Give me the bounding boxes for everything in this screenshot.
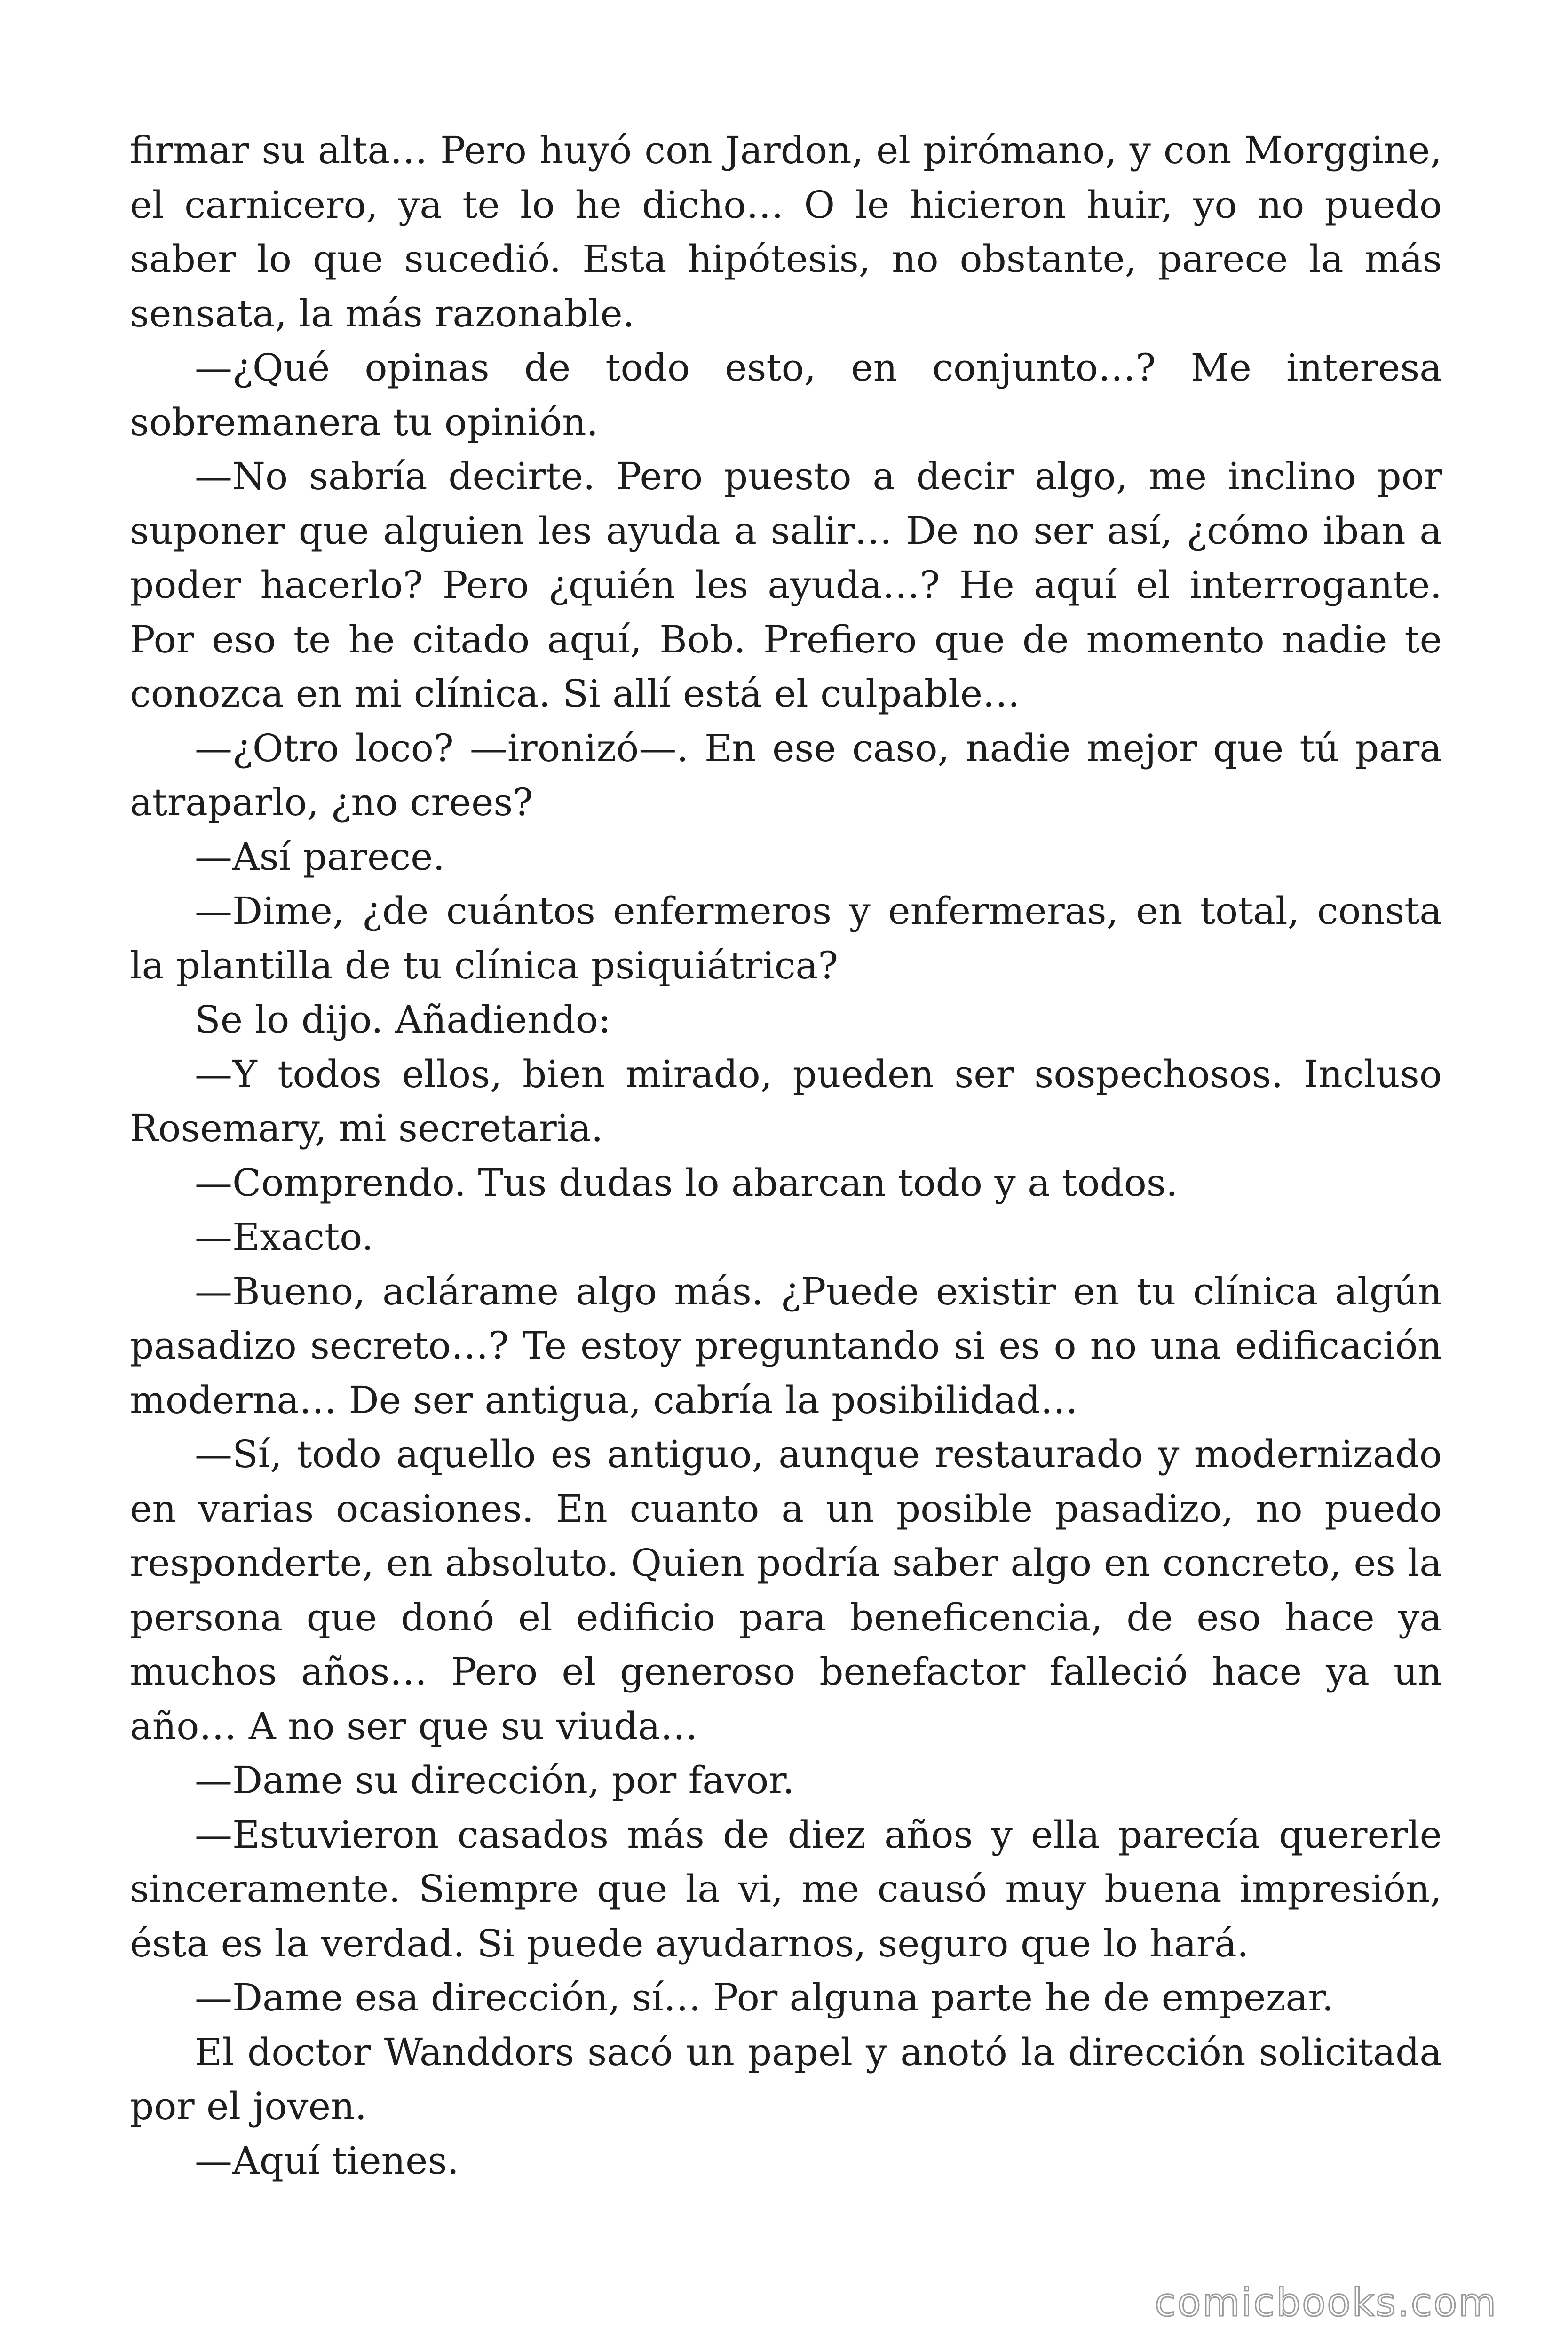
paragraph: —Dame esa dirección, sí… Por alguna parte he de empezar. bbox=[195, 1976, 1334, 2019]
paragraph: Se lo dijo. Añadiendo: bbox=[195, 998, 611, 1041]
paragraph: —¿Qué opinas de todo esto, en conjunto…? Me interesa sobremanera tu opinión. bbox=[130, 346, 1442, 444]
body-text bbox=[130, 123, 1442, 2188]
paragraph: —Exacto. bbox=[195, 1215, 374, 1259]
paragraph: —Sí, todo aquello es antiguo, aunque restaurado y modernizado en varias ocasiones. En cuanto a un posible pasadizo, no puedo responderte, en absoluto. Quien podría saber algo en concreto, es la persona que donó el edificio para beneficencia, de eso hace ya muchos años… Pero el generoso benefactor falleció hace ya un año… A no ser que su viuda… bbox=[130, 1432, 1442, 1748]
paragraph: —Dame su dirección, por favor. bbox=[195, 1758, 795, 1802]
paragraph: —No sabría decirte. Pero puesto a decir algo, me inclino por suponer que alguien les ayuda a salir… De no ser así, ¿cómo iban a poder hacerlo? Pero ¿quién les ayuda…? He aquí el interrogante. Por eso te he citado aquí, Bob. Prefiero que de momento nadie te conozca en mi clínica. Si allí está el culpable… bbox=[130, 454, 1442, 715]
paragraph: —Dime, ¿de cuántos enfermeros y enfermeras, en total, consta la plantilla de tu clínica psiquiátrica? bbox=[130, 889, 1442, 987]
watermark: comicbooks.com bbox=[1155, 2280, 1497, 2325]
paragraph: El doctor Wanddors sacó un papel y anotó la dirección solicitada por el joven. bbox=[130, 2030, 1442, 2128]
paragraph: —Aquí tienes. bbox=[195, 2138, 459, 2183]
paragraph: —Y todos ellos, bien mirado, pueden ser sospechosos. Incluso Rosemary, mi secretaria. bbox=[130, 1052, 1442, 1150]
paragraph: —¿Otro loco? —ironizó—. En ese caso, nadie mejor que tú para atraparlo, ¿no crees? bbox=[130, 726, 1442, 824]
paragraph: firmar su alta… Pero huyó con Jardon, el pirómano, y con Morggine, el carnicero, ya te lo he dicho… O le hicieron huir, yo no puedo saber lo que sucedió. Esta hipótesis, no obstante, parece la más sensata, la más razonable. bbox=[130, 128, 1442, 335]
paragraph: —Estuvieron casados más de diez años y ella parecía quererle sinceramente. Siempre que la vi, me causó muy buena impresión, ésta es la verdad. Si puede ayudarnos, seguro que lo hará. bbox=[130, 1812, 1442, 1965]
paragraph: —Bueno, aclárame algo más. ¿Puede existir en tu clínica algún pasadizo secreto…? Te estoy preguntando si es o no una edificación moderna… De ser antigua, cabría la posibilidad… bbox=[130, 1269, 1442, 1422]
paragraph: —Así parece. bbox=[195, 834, 445, 879]
paragraph: —Comprendo. Tus dudas lo abarcan todo y a todos. bbox=[195, 1160, 1178, 1205]
